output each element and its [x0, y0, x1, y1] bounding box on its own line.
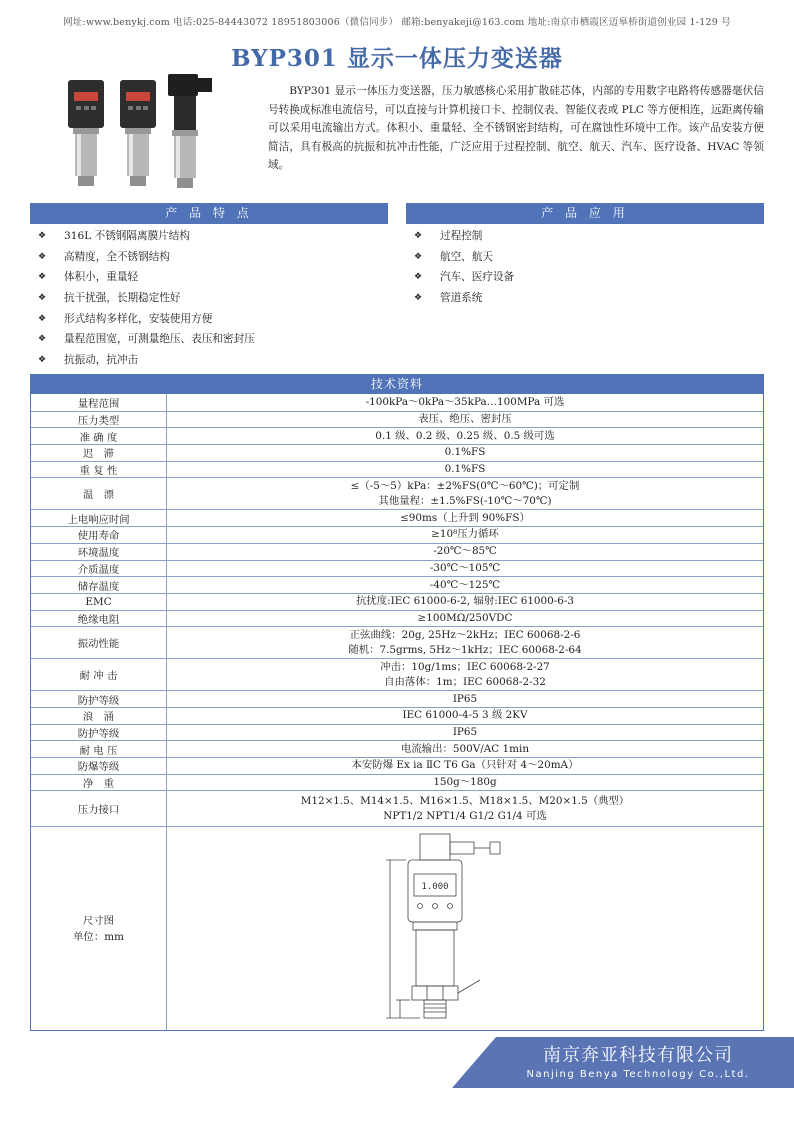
- spec-value-line: -40℃～125℃: [429, 578, 501, 591]
- dimension-drawing-svg: [380, 830, 550, 1028]
- list-item: ❖ 形式结构多样化，安装使用方便: [38, 309, 255, 330]
- spec-label: 绝缘电阻: [31, 611, 167, 627]
- table-row: [31, 427, 763, 444]
- spec-value: [167, 791, 763, 826]
- spec-value-line: IP65: [452, 692, 478, 705]
- spec-value: [167, 445, 763, 461]
- spec-value-line: 抗扰度:IEC 61000-6-2, 辐射:IEC 61000-6-3: [355, 595, 575, 608]
- bullet-icon: ❖: [38, 313, 47, 324]
- applications-heading: 产 品 应 用: [406, 203, 764, 224]
- spec-value: [167, 412, 763, 428]
- spec-label: 环境温度: [31, 544, 167, 560]
- spec-value-line: NPT1/2 NPT1/4 G1/2 G1/4 可选: [383, 809, 547, 822]
- spec-label: 介质温度: [31, 561, 167, 577]
- spec-value-line: 表压、绝压、密封压: [418, 413, 512, 426]
- spec-value: [167, 741, 763, 757]
- spec-value-line: ≤（-5～5）kPa：±2%FS(0℃～60℃)；可定制: [350, 479, 580, 492]
- spec-value: [167, 544, 763, 560]
- spec-value-line: ≥100MΩ/250VDC: [417, 611, 513, 624]
- drawing-display-readout: 1.000: [421, 881, 449, 892]
- spec-label: 净 重: [31, 775, 167, 791]
- bullet-icon: ❖: [414, 231, 423, 241]
- features-list: [38, 226, 255, 371]
- spec-value-line: -100kPa～0kPa～35kPa…100MPa 可选: [365, 395, 565, 408]
- bullet-icon: ❖: [38, 272, 47, 283]
- table-row: [31, 509, 763, 526]
- list-item: ❖ 汽车、医疗设备: [414, 267, 514, 288]
- spec-value-line: ≥10⁸压力循环: [431, 528, 499, 541]
- transmitter-2-image: [120, 80, 156, 186]
- spec-value: [167, 561, 763, 577]
- table-row: [31, 411, 763, 428]
- spec-value: [167, 428, 763, 444]
- table-row: [31, 444, 763, 461]
- table-row: [31, 690, 763, 707]
- spec-value-line: 正弦曲线：20g, 25Hz～2kHz；IEC 60068-2-6: [349, 628, 581, 641]
- spec-value-line: 其他量程：±1.5%FS(-10℃～70℃): [378, 494, 552, 507]
- spec-label: 温 漂: [31, 478, 167, 509]
- table-row: [31, 461, 763, 478]
- table-row: [31, 576, 763, 593]
- spec-table-heading: 技术资料: [31, 375, 763, 394]
- spec-value-line: -20℃～85℃: [433, 545, 497, 558]
- list-item: ❖ 抗振动，抗冲击: [38, 350, 255, 371]
- table-row-drawing: [31, 826, 763, 1030]
- spec-label: 耐 冲 击: [31, 659, 167, 690]
- bullet-icon: ❖: [414, 272, 423, 283]
- product-photo: [58, 72, 273, 197]
- spec-value: [167, 775, 763, 791]
- bullet-icon: ❖: [38, 334, 47, 345]
- table-row: [31, 757, 763, 774]
- spec-value-line: 自由落体：1m；IEC 60068-2-32: [384, 675, 546, 688]
- spec-value: [167, 725, 763, 741]
- spec-value-line: 0.1 级、0.2 级、0.25 级、0.5 级可选: [375, 429, 555, 442]
- list-item: ❖ 航空、航天: [414, 247, 514, 268]
- table-row: [31, 626, 763, 658]
- bullet-icon: ❖: [38, 293, 47, 304]
- spec-table: [30, 374, 764, 1031]
- features-heading: 产 品 特 点: [30, 203, 388, 224]
- spec-value-line: M12×1.5、M14×1.5、M16×1.5、M18×1.5、M20×1.5（典型）: [300, 794, 630, 807]
- spec-value: [167, 659, 763, 690]
- spec-label: 迟 滞: [31, 445, 167, 461]
- spec-value: [167, 627, 763, 658]
- spec-label: 防护等级: [31, 725, 167, 741]
- spec-value: [167, 691, 763, 707]
- company-name-cn: 南京奔亚科技有限公司: [543, 1045, 733, 1066]
- spec-value: [167, 462, 763, 478]
- spec-value: [167, 510, 763, 526]
- spec-value-line: IEC 61000-4-5 3 级 2KV: [402, 709, 528, 722]
- bullet-icon: ❖: [38, 231, 47, 241]
- table-row: [31, 543, 763, 560]
- spec-label: 量程范围: [31, 394, 167, 411]
- drawing-label: 尺寸图 单位：mm: [31, 827, 167, 1030]
- spec-value-line: 电流输出：500V/AC 1min: [400, 742, 530, 755]
- bullet-icon: ❖: [38, 355, 47, 366]
- spec-value-line: 150g～180g: [433, 776, 497, 789]
- table-row: [31, 526, 763, 543]
- spec-label: 上电响应时间: [31, 510, 167, 526]
- spec-label: 耐 电 压: [31, 741, 167, 757]
- spec-value-line: IP65: [452, 725, 478, 738]
- spec-label: 振动性能: [31, 627, 167, 658]
- spec-label: 防爆等级: [31, 758, 167, 774]
- table-row: [31, 610, 763, 627]
- list-item: ❖ 高精度，全不锈钢结构: [38, 247, 255, 268]
- list-item: ❖ 体积小，重量轻: [38, 267, 255, 288]
- spec-label: 准 确 度: [31, 428, 167, 444]
- list-item: ❖ 量程范围宽，可测量绝压、表压和密封压: [38, 329, 255, 350]
- spec-value: [167, 708, 763, 724]
- transmitter-1-image: [68, 80, 104, 186]
- spec-value: [167, 394, 763, 411]
- spec-value-line: 本安防爆 Ex ia ⅡC T6 Ga（只针对 4～20mA）: [351, 759, 579, 772]
- spec-value: [167, 577, 763, 593]
- spec-label: 使用寿命: [31, 527, 167, 543]
- spec-value-line: 0.1%FS: [444, 463, 486, 476]
- table-row: [31, 790, 763, 826]
- spec-value-line: 0.1%FS: [444, 446, 486, 459]
- list-item: ❖ 过程控制: [414, 226, 514, 247]
- table-row: [31, 477, 763, 509]
- list-item: ❖ 管道系统: [414, 288, 514, 309]
- table-row: [31, 774, 763, 791]
- table-row: [31, 724, 763, 741]
- spec-value-line: 随机：7.5grms, 5Hz～1kHz；IEC 60068-2-64: [348, 643, 582, 656]
- spec-value: [167, 594, 763, 610]
- bullet-icon: ❖: [38, 251, 47, 262]
- table-row: [31, 740, 763, 757]
- bullet-icon: ❖: [414, 293, 423, 304]
- spec-value-line: -30℃～105℃: [429, 561, 501, 574]
- spec-value: [167, 478, 763, 509]
- company-name-en: Nanjing Benya Technology Co.,Ltd.: [526, 1069, 750, 1080]
- table-row: [31, 593, 763, 610]
- spec-value: [167, 611, 763, 627]
- contact-line: 网址:www.benykj.com 电话:025-84443072 18951803006（微信同步） 邮箱:benyakeji@163.com 地址:南京市栖霞区迈皋桥街道创业园 1-129 号: [63, 17, 731, 28]
- bullet-icon: ❖: [414, 251, 423, 262]
- list-item: ❖ 抗干扰强，长期稳定性好: [38, 288, 255, 309]
- applications-list: [414, 226, 514, 309]
- table-row: [31, 560, 763, 577]
- table-row: [31, 707, 763, 724]
- spec-value: [167, 527, 763, 543]
- spec-value-line: ≤90ms（上升到 90%FS）: [400, 511, 530, 524]
- dimension-drawing: [167, 827, 763, 1030]
- page-title: BYP301 显示一体压力变送器: [231, 45, 563, 72]
- spec-value-line: 冲击：10g/1ms；IEC 60068-2-27: [380, 660, 550, 673]
- spec-value: [167, 758, 763, 774]
- spec-label: 压力类型: [31, 412, 167, 428]
- list-item: ❖ 316L 不锈钢隔离膜片结构: [38, 226, 255, 247]
- spec-label: 压力接口: [31, 791, 167, 826]
- spec-label: EMC: [31, 594, 167, 610]
- spec-label: 防护等级: [31, 691, 167, 707]
- product-intro: BYP301 显示一体压力变送器，压力敏感核心采用扩散硅芯体，内部的专用数字电路将传感器毫伏信号转换成标准电流信号，可以直接与计算机接口卡、控制仪表、智能仪表或 PLC 等方便相连，远距离传输可以采用电流输出方式。体积小、重量轻、全不锈钢密封结构，可在腐蚀性环境中工作。该产品安装方便简洁，具有极高的抗振和抗冲击性能，广泛应用于过程控制、航空、航天、汽车、医疗设备、HVAC 等领域。: [268, 85, 764, 171]
- table-row: [31, 658, 763, 690]
- table-row: [31, 394, 763, 411]
- transmitter-3-image: [168, 74, 212, 188]
- spec-label: 储存温度: [31, 577, 167, 593]
- spec-label: 重 复 性: [31, 462, 167, 478]
- spec-label: 浪 涌: [31, 708, 167, 724]
